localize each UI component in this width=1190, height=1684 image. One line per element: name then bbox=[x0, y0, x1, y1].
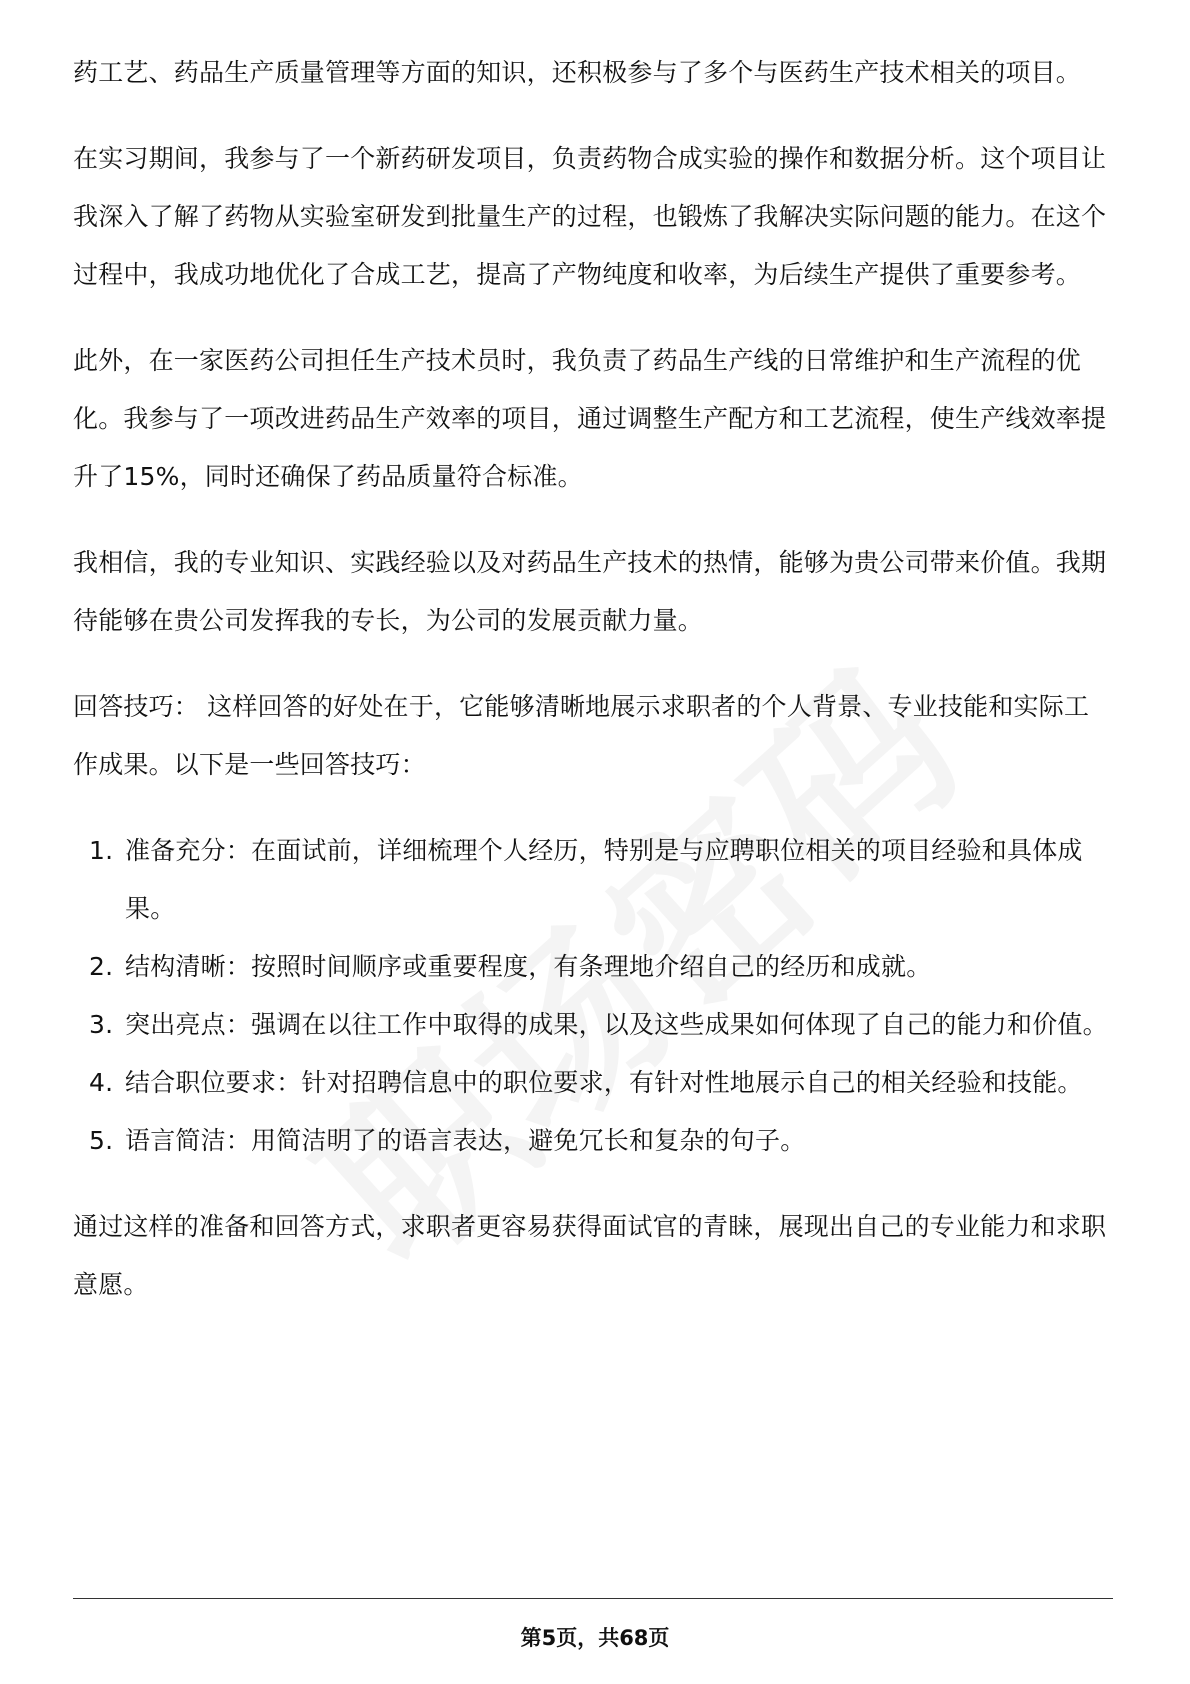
paragraph-technician: 此外，在一家医药公司担任生产技术员时，我负责了药品生产线的日常维护和生产流程的优化。我参与了一项改进药品生产效率的项目，通过调整生产配方和工艺流程，使生产线效率提升了15%，同时还确保了药品质量符合标准。 bbox=[73, 346, 1107, 491]
paragraph-answer-tips: 回答技巧： 这样回答的好处在于，它能够清晰地展示求职者的个人背景、专业技能和实际工作成果。以下是一些回答技巧： bbox=[73, 692, 1090, 779]
paragraph-value: 我相信，我的专业知识、实践经验以及对药品生产技术的热情，能够为贵公司带来价值。我期待能够在贵公司发挥我的专长，为公司的发展贡献力量。 bbox=[73, 548, 1107, 635]
paragraph-internship: 在实习期间，我参与了一个新药研发项目，负责药物合成实验的操作和数据分析。这个项目让我深入了解了药物从实验室研发到批量生产的过程，也锻炼了我解决实际问题的能力。在这个过程中，我成功地优化了合成工艺，提高了产物纯度和收率，为后续生产提供了重要参考。 bbox=[73, 144, 1107, 289]
footer-divider bbox=[73, 1598, 1113, 1599]
list-item-text: 准备充分：在面试前，详细梳理个人经历，特别是与应聘职位相关的项目经验和具体成果。 bbox=[125, 836, 1083, 923]
list-item bbox=[73, 1054, 1113, 1112]
list-item-text: 结合职位要求：针对招聘信息中的职位要求，有针对性地展示自己的相关经验和技能。 bbox=[125, 1068, 1083, 1097]
page-number: 第5页，共68页 bbox=[520, 1626, 670, 1650]
list-item-text: 突出亮点：强调在以往工作中取得的成果，以及这些成果如何体现了自己的能力和价值。 bbox=[125, 1010, 1108, 1039]
list-number: 4. bbox=[89, 1068, 114, 1097]
list-item-text: 语言简洁：用简洁明了的语言表达，避免冗长和复杂的句子。 bbox=[125, 1126, 806, 1155]
list-number: 2. bbox=[89, 952, 114, 981]
list-number: 5. bbox=[89, 1126, 114, 1155]
list-item bbox=[73, 822, 1113, 938]
document-body bbox=[73, 44, 1113, 1342]
paragraph-knowledge: 药工艺、药品生产质量管理等方面的知识，还积极参与了多个与医药生产技术相关的项目。 bbox=[73, 58, 1082, 87]
paragraph-closing: 通过这样的准备和回答方式，求职者更容易获得面试官的青睐，展现出自己的专业能力和求职意愿。 bbox=[73, 1212, 1107, 1299]
list-item bbox=[73, 938, 1113, 996]
list-item-text: 结构清晰：按照时间顺序或重要程度，有条理地介绍自己的经历和成就。 bbox=[125, 952, 932, 981]
list-item bbox=[73, 996, 1113, 1054]
tips-list bbox=[73, 822, 1113, 1170]
list-number: 3. bbox=[89, 1010, 114, 1039]
list-item bbox=[73, 1112, 1113, 1170]
list-number: 1. bbox=[89, 836, 114, 865]
